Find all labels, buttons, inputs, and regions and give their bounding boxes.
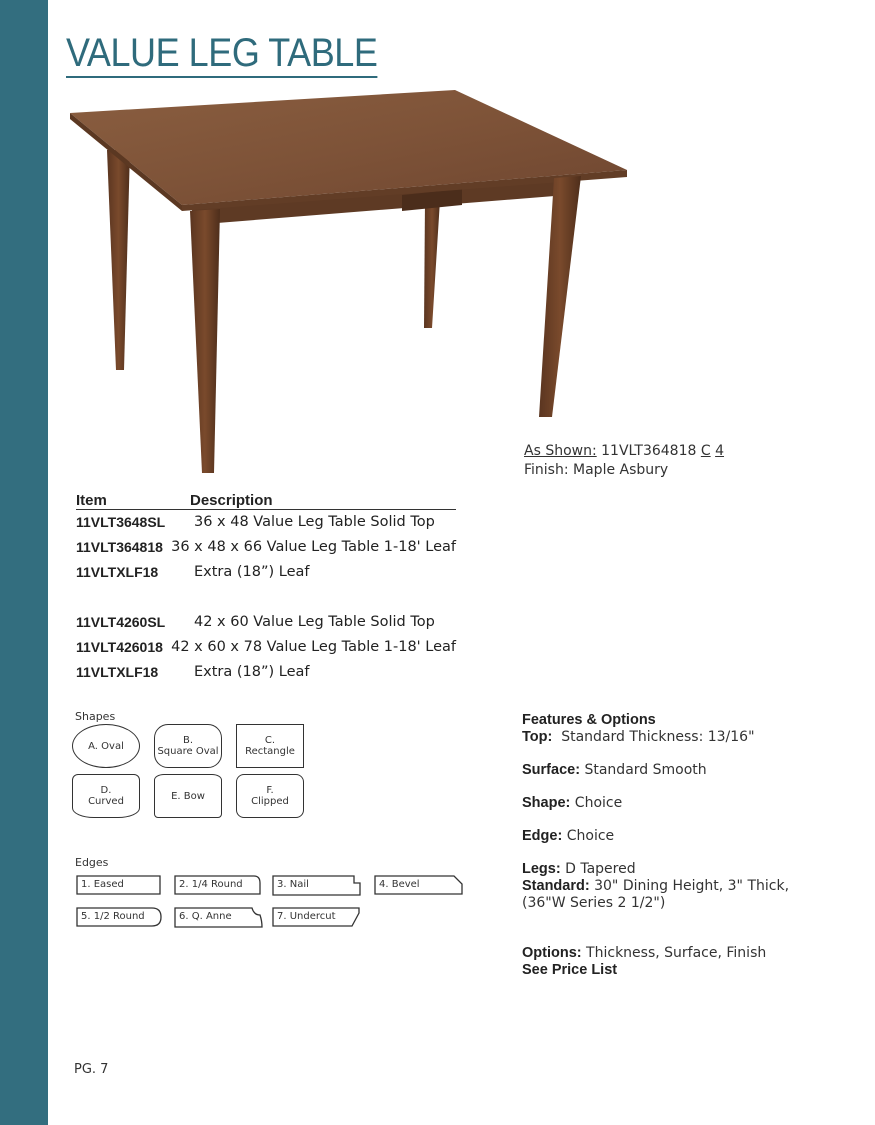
row-item: 11VLTXLF18: [76, 564, 159, 580]
row-item: 11VLTXLF18: [76, 664, 159, 680]
header-description: Description: [190, 492, 273, 509]
edge-label: Edge:: [522, 828, 563, 844]
shape-curved: [72, 774, 140, 818]
product-table: [76, 492, 456, 685]
shape-letter: D.: [100, 785, 112, 796]
header-item: Item: [76, 492, 107, 509]
shape-letter: B.: [182, 735, 194, 746]
top-value: Standard Thickness: 13/16": [552, 729, 755, 745]
surface-value: Standard Smooth: [580, 762, 707, 778]
edge-undercut: [272, 907, 362, 927]
edges-label: Edges: [75, 856, 109, 869]
shape-label: A. Oval: [88, 740, 124, 752]
shapes-label: Shapes: [75, 710, 116, 723]
standard-value: 30" Dining Height, 3" Thick,: [589, 878, 790, 894]
edge-label: 5. 1/2 Round: [81, 911, 145, 922]
surface-label: Surface:: [522, 762, 581, 778]
page-number: PG. 7: [74, 1062, 109, 1077]
options-label: Options:: [522, 945, 582, 961]
row-desc: 42 x 60 Value Leg Table Solid Top: [194, 614, 435, 630]
row-desc: 36 x 48 Value Leg Table Solid Top: [194, 514, 435, 530]
edge-half-round: [76, 907, 162, 927]
row-item: 11VLT3648SL: [76, 514, 166, 530]
shape-label: Shape:: [522, 795, 571, 811]
row-item: 11VLT364818: [76, 539, 163, 555]
as-shown-shape-code: C: [700, 443, 711, 459]
table-row: [76, 510, 456, 535]
edge-label: 6. Q. Anne: [179, 911, 232, 922]
shape-oval: [72, 724, 140, 768]
sidebar-band: [0, 0, 48, 1125]
shape-clipped: [236, 774, 304, 818]
shape-label: E. Bow: [171, 790, 205, 802]
legs-value: D Tapered: [560, 861, 636, 877]
table-row: [76, 660, 456, 685]
table-row: [76, 560, 456, 585]
edge-label: 4. Bevel: [379, 879, 420, 890]
table-row: [76, 635, 456, 660]
row-desc: Extra (18”) Leaf: [194, 664, 310, 680]
options-value: Thickness, Surface, Finish: [581, 945, 767, 961]
edge-label: 3. Nail: [277, 879, 309, 890]
edge-value: Choice: [562, 828, 615, 844]
row-item: 11VLT4260SL: [76, 614, 166, 630]
edge-queen-anne: [174, 907, 264, 927]
row-desc: 42 x 60 x 78 Value Leg Table 1-18' Leaf: [171, 639, 456, 655]
edge-nail: [272, 875, 362, 895]
shape-bow: [154, 774, 222, 818]
shape-label: Clipped: [251, 796, 289, 807]
edge-label: 7. Undercut: [277, 911, 336, 922]
standard-value-2: (36"W Series 2 1/2"): [522, 895, 666, 911]
shape-value: Choice: [570, 795, 623, 811]
shape-label: Square Oval: [157, 746, 219, 757]
row-desc: Extra (18”) Leaf: [194, 564, 310, 580]
edge-label: 2. 1/4 Round: [179, 879, 243, 890]
edge-quarter-round: [174, 875, 262, 895]
price-list-note: See Price List: [522, 962, 618, 978]
shape-letter: C.: [264, 735, 276, 746]
as-shown-caption: [524, 442, 724, 480]
shape-rectangle: [236, 724, 304, 768]
table-row: [76, 535, 456, 560]
shape-label: Rectangle: [245, 746, 295, 757]
as-shown-finish: Finish: Maple Asbury: [524, 462, 669, 478]
row-desc: 36 x 48 x 66 Value Leg Table 1-18' Leaf: [171, 539, 456, 555]
as-shown-edge-code: 4: [715, 443, 725, 459]
shape-letter: F.: [266, 785, 274, 796]
page-title: VALUE LEG TABLE: [66, 30, 377, 78]
features-options: [522, 712, 789, 979]
legs-label: Legs:: [522, 861, 561, 877]
top-label: Top:: [522, 729, 553, 745]
as-shown-label: As Shown:: [524, 443, 597, 459]
shape-label: Curved: [88, 796, 124, 807]
edge-eased: [76, 875, 162, 895]
standard-label: Standard:: [522, 878, 590, 894]
table-header: [76, 492, 456, 510]
as-shown-sku: 11VLT364818: [601, 443, 697, 459]
table-photo: [62, 85, 637, 480]
features-heading: Features & Options: [522, 712, 656, 728]
edge-label: 1. Eased: [81, 879, 124, 890]
shape-square-oval: [154, 724, 222, 768]
edge-bevel: [374, 875, 464, 895]
row-item: 11VLT426018: [76, 639, 163, 655]
table-row: [76, 610, 456, 635]
